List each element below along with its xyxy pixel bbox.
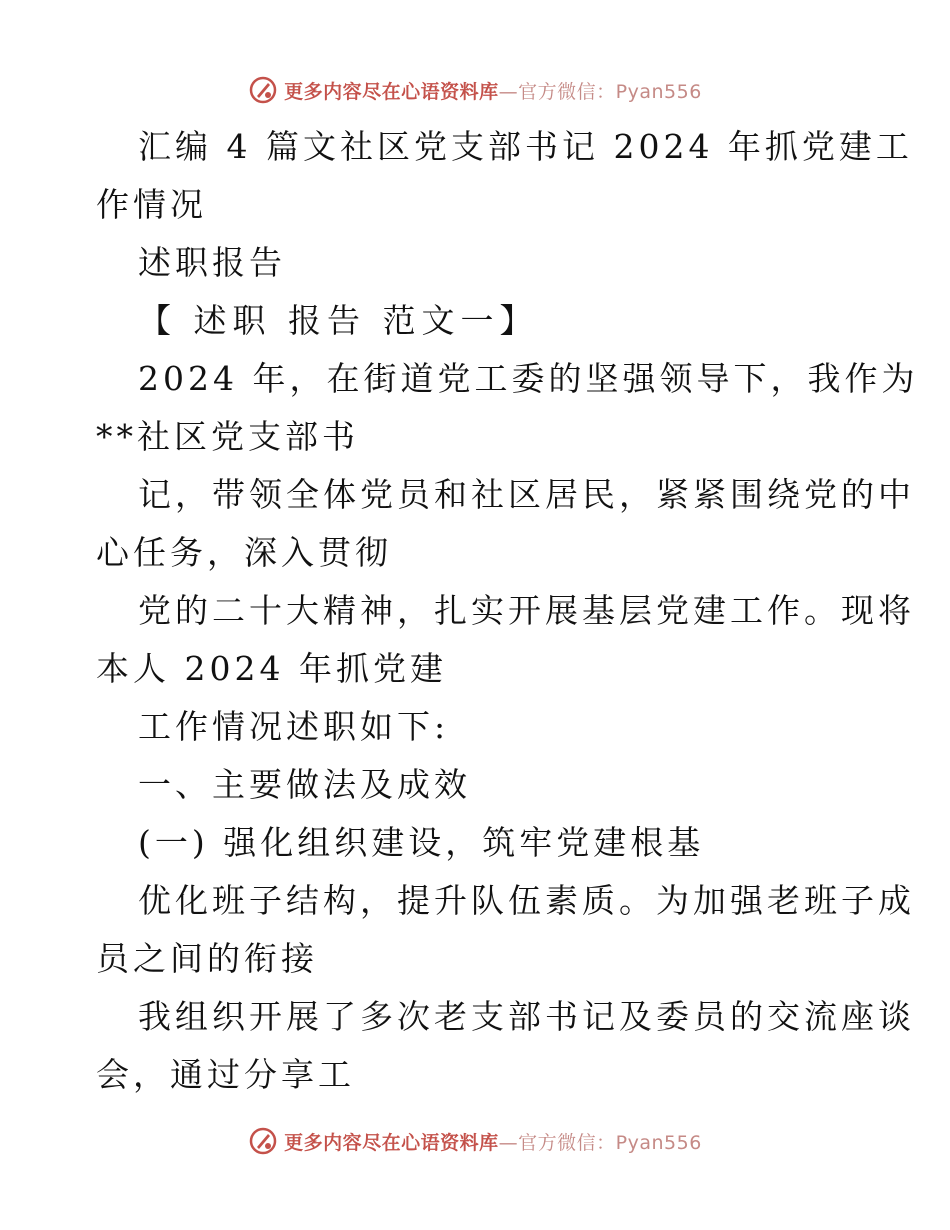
watermark-rest: —官方微信：Pyan556 <box>498 80 702 103</box>
subsection-heading: (一) 强化组织建设，筑牢党建根基 <box>138 823 705 862</box>
watermark-header <box>0 70 950 110</box>
doc-line: 2024 年，在街道党工委的坚强领导下，我作为 <box>138 359 919 398</box>
doc-line: 工作情况述职如下: <box>138 707 450 746</box>
quill-logo-icon <box>248 1126 278 1156</box>
section-heading: 一、主要做法及成效 <box>138 765 471 804</box>
doc-line: 员之间的衔接 <box>96 939 318 978</box>
watermark-highlight: 更多内容尽在心语资料库 <box>284 80 499 103</box>
watermark-text <box>284 1128 702 1155</box>
watermark-highlight: 更多内容尽在心语资料库 <box>284 1131 499 1154</box>
quill-logo-icon <box>248 75 278 105</box>
doc-line: 本人 2024 年抓党建 <box>96 649 447 688</box>
doc-line: 心任务，深入贯彻 <box>96 533 392 572</box>
doc-line: **社区党支部书 <box>96 417 359 456</box>
doc-line: 优化班子结构，提升队伍素质。为加强老班子成 <box>138 881 915 920</box>
document-body <box>96 118 919 1104</box>
doc-line: 我组织开展了多次老支部书记及委员的交流座谈 <box>138 997 915 1036</box>
doc-line: 记，带领全体党员和社区居民，紧紧围绕党的中 <box>138 475 915 514</box>
watermark-rest: —官方微信：Pyan556 <box>498 1131 702 1154</box>
doc-line: 党的二十大精神，扎实开展基层党建工作。现将 <box>138 591 915 630</box>
doc-line: 汇编 4 篇文社区党支部书记 2024 年抓党建工 <box>138 127 913 166</box>
watermark-footer <box>0 1121 950 1161</box>
section-heading: 【 述职 报告 范文一】 <box>138 301 539 340</box>
watermark-text <box>284 77 702 104</box>
doc-line: 作情况 <box>96 185 207 224</box>
doc-line: 会，通过分享工 <box>96 1055 355 1094</box>
doc-line: 述职报告 <box>138 243 286 282</box>
